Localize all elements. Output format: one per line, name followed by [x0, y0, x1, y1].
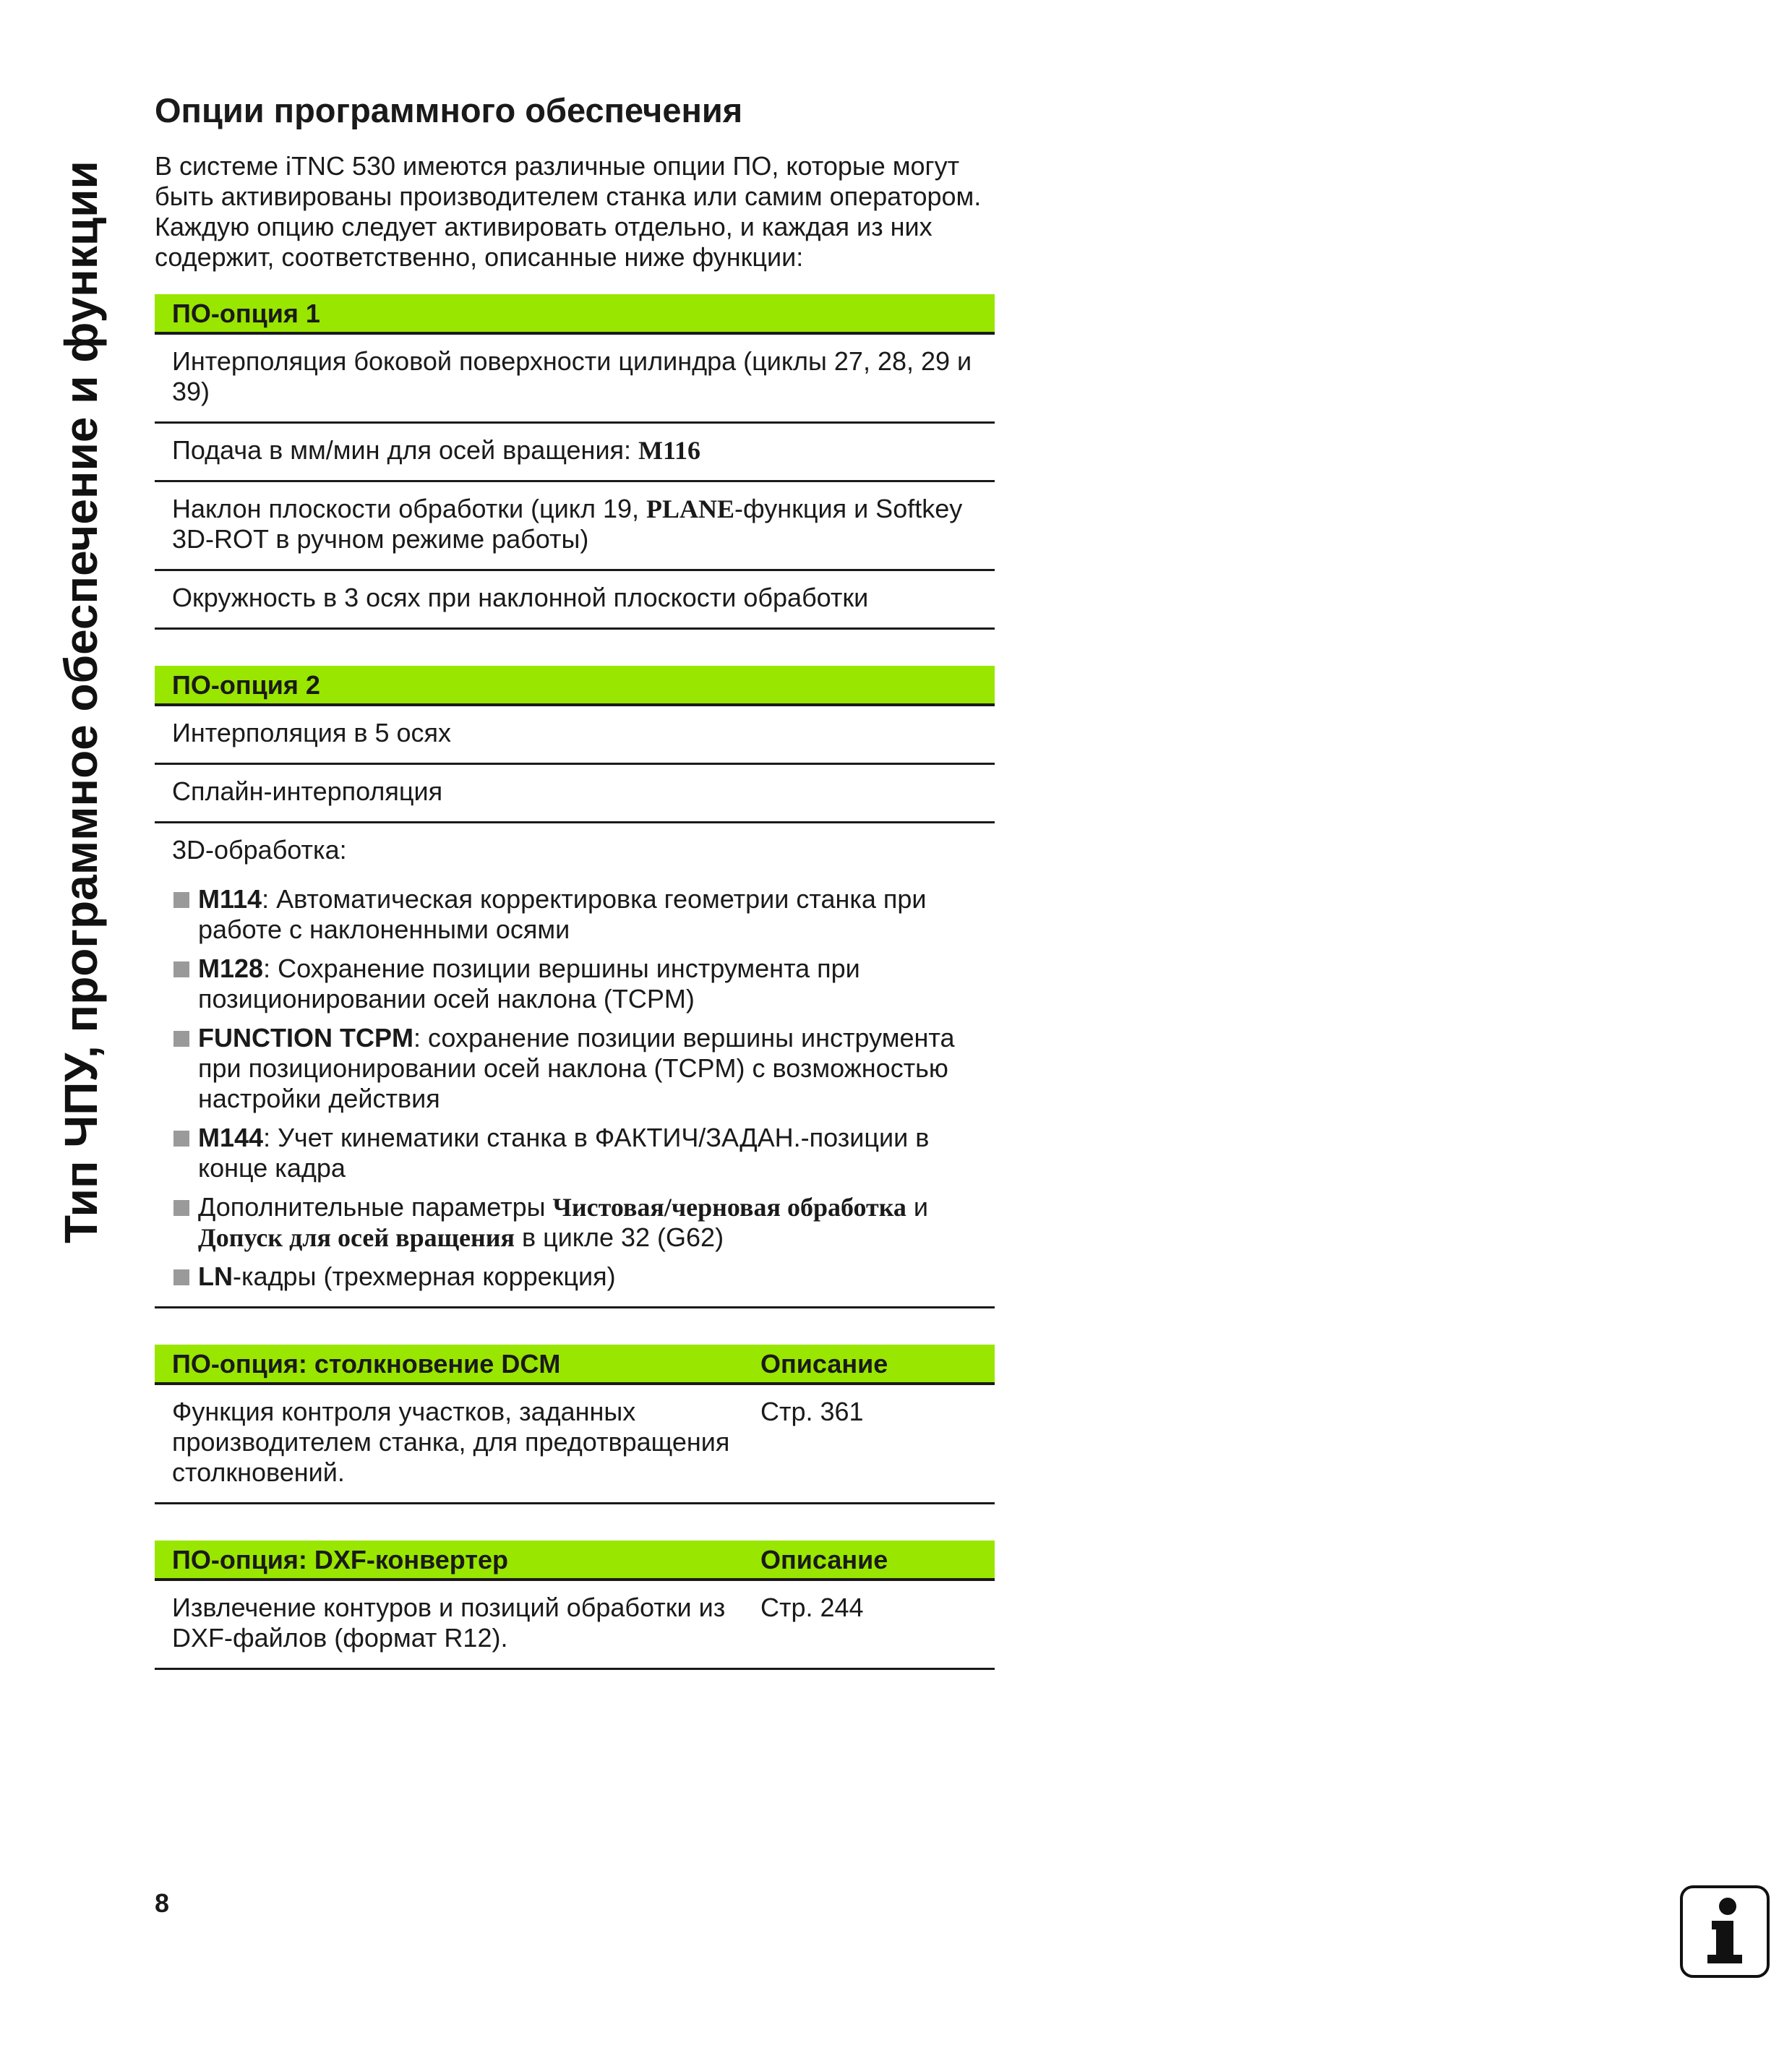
list-item: M144: Учет кинематики станка в ФАКТИЧ/ЗАДАН.-позиции в конце кадра	[172, 1123, 977, 1183]
side-chapter-title: Тип ЧПУ, программное обеспечение и функции	[55, 160, 107, 1243]
info-icon[interactable]	[1680, 1885, 1770, 1978]
bullet-square-icon	[173, 1200, 189, 1216]
dcm-table	[155, 1345, 995, 1504]
dxf-page-ref: Стр. 244	[753, 1580, 995, 1669]
option2-row-spline: Сплайн-интерполяция	[155, 764, 995, 823]
dcm-description-header: Описание	[753, 1345, 995, 1384]
3d-machining-title: 3D-обработка:	[172, 835, 347, 865]
dxf-table	[155, 1541, 995, 1670]
m116-code: M116	[638, 436, 701, 466]
option2-header: ПО-опция 2	[155, 666, 995, 705]
page-number: 8	[155, 1888, 170, 1918]
dcm-header: ПО-опция: столкновение DCM	[155, 1345, 753, 1384]
option1-row-cylinder: Интерполяция боковой поверхности цилиндра (циклы 27, 28, 29 и 39)	[155, 333, 995, 423]
option1-row-tilt: Наклон плоскости обработки (цикл 19, PLANE-функция и Softkey 3D-ROT в ручном режиме работы)	[155, 481, 995, 570]
plane-code: PLANE	[646, 494, 735, 524]
info-i-glyph	[1683, 1888, 1767, 1975]
dxf-text: Извлечение контуров и позиций обработки из DXF-файлов (формат R12).	[155, 1580, 753, 1669]
page-title: Опции программного обеспечения	[155, 91, 743, 129]
option1-row-feed: Подача в мм/мин для осей вращения: M116	[155, 423, 995, 481]
option2-row-3d	[155, 823, 995, 1308]
list-item: Дополнительные параметры Чистовая/черновая обработка и Допуск для осей вращения в цикле 32 (G62)	[172, 1192, 977, 1253]
list-item: LN-кадры (трехмерная коррекция)	[172, 1261, 977, 1292]
list-item: M114: Автоматическая корректировка геометрии станка при работе с наклоненными осями	[172, 884, 977, 945]
option1-header: ПО-опция 1	[155, 294, 995, 333]
dxf-description-header: Описание	[753, 1541, 995, 1580]
dxf-header: ПО-опция: DXF-конвертер	[155, 1541, 753, 1580]
dcm-text: Функция контроля участков, заданных производителем станка, для предотвращения столкновений.	[155, 1384, 753, 1504]
option2-table	[155, 666, 995, 1308]
list-item: M128: Сохранение позиции вершины инструмента при позиционировании осей наклона (TCPM)	[172, 954, 977, 1014]
bullet-square-icon	[173, 1269, 189, 1285]
main-content	[155, 90, 995, 1670]
bullet-square-icon	[173, 1131, 189, 1147]
bullet-square-icon	[173, 1031, 189, 1047]
option2-row-5axis: Интерполяция в 5 осях	[155, 705, 995, 764]
option1-row-circle: Окружность в 3 осях при наклонной плоскости обработки	[155, 570, 995, 629]
dcm-page-ref: Стр. 361	[753, 1384, 995, 1504]
list-item: FUNCTION TCPM: сохранение позиции вершины инструмента при позиционировании осей наклона (TCPM) с возможностью настройки действия	[172, 1023, 977, 1114]
3d-feature-list	[172, 884, 977, 1292]
bullet-square-icon	[173, 892, 189, 908]
option1-table	[155, 294, 995, 630]
intro-paragraph: В системе iTNC 530 имеются различные опции ПО, которые могут быть активированы производителем станка или самим оператором. Каждую опцию следует активировать отдельно, и каждая из них содержит, соответственно, описанные ниже функции:	[155, 151, 982, 273]
bullet-square-icon	[173, 961, 189, 977]
